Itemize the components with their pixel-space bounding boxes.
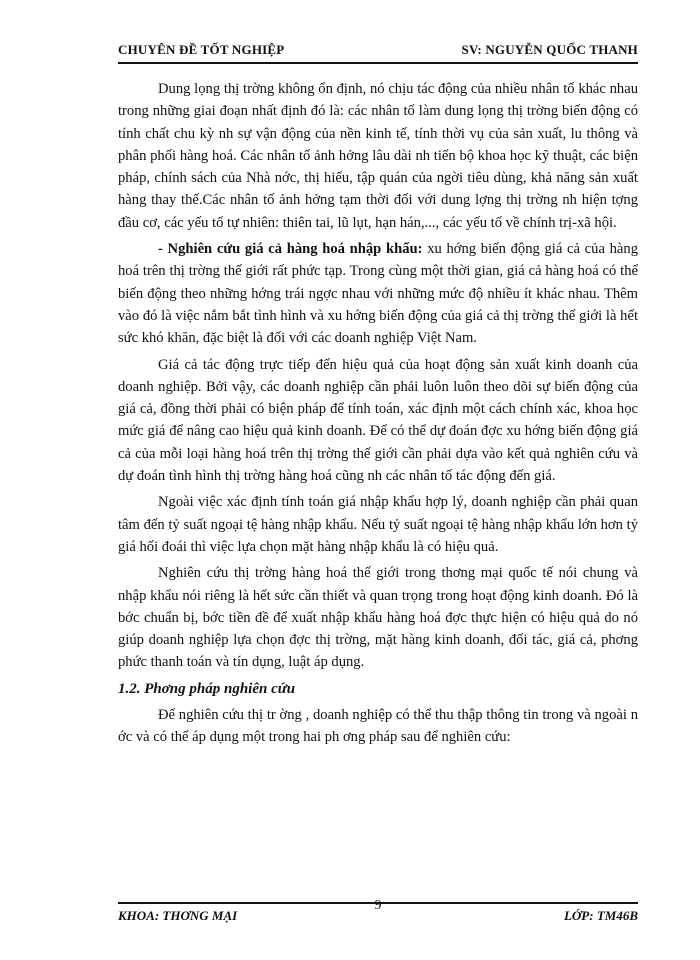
paragraph-market-research: Nghiên cứu thị trờng hàng hoá thế giới trong thơng mại quốc tế nói chung và nhập khẩu nói riêng là hết sức cần thiết và quan trọng trong hoạt động kinh doanh. Đó là bớc chuẩn bị, bớc tiền đề để xuất nhập khẩu hàng hoá đợc thực hiện có hiệu quả do nó giúp doanh nghiệp lựa chọn đợc thị trờng, mặt hàng kinh doanh, đối tác, giá cả, phơng phức thanh toán và tín dụng, luật áp dụng.: [118, 565, 638, 671]
paragraph-import-price-lead: - Nghiên cứu giá cả hàng hoá nhập khẩu:: [158, 241, 423, 258]
page-number: 9: [374, 898, 382, 913]
paragraph-import-price: [118, 238, 638, 349]
footer-faculty: KHOA: THƠNG MẠI: [118, 908, 238, 923]
paragraph-methods: Để nghiên cứu thị tr ờng , doanh nghiệp có thể thu thập thông tin trong và ngoài n ớc và có thể áp dụng một trong hai ph ơng pháp sau để nghiên cứu:: [118, 707, 638, 746]
paragraph-price-impact: Giá cả tác động trực tiếp đến hiệu quả của hoạt động sản xuất kinh doanh của doanh nghiệp. Bởi vậy, các doanh nghiệp cần phải luôn luôn theo dõi sự biến động của giá cả, đồng thời phải có biện pháp để tính toán, xác định một cách chính xác, khoa học mức giá để nâng cao hiệu quả kinh doanh. Để có thể dự đoán đợc xu hớng biến động giá cả của mỗi loại hàng hoá trên thị trờng thế giới cần phải dựa vào kết quả nghiên cứu và dự đoán tình hình thị trờng hàng hoá cũng nh các nhân tố tác động đến giá.: [118, 356, 638, 485]
document-body: [118, 78, 638, 749]
page-footer: [118, 898, 638, 928]
header-author: SV: NGUYỄN QUỐC THANH: [461, 42, 638, 57]
paragraph-import-price-text: xu hớng biến động giá cả của hàng hoá trên thị trờng thế giới rất phức tạp. Trong cùng một thời gian, giá cả hàng hoá có thể biến động theo những hớng trái ngợc nhau với những mức độ nhiều ít khác nhau. Thêm vào đó là việc nắm bắt tình hình và xu hớng biến động của giá cả thị trờng thế giới là hết sức khó khăn, đặc biệt là đối với các doanh nghiệp Việt Nam.: [118, 241, 638, 347]
section-heading: 1.2. Phơng pháp nghiên cứu: [118, 680, 296, 697]
page-header: [118, 40, 638, 64]
paragraph-exchange-rate: Ngoài việc xác định tính toán giá nhập khẩu hợp lý, doanh nghiệp cần phải quan tâm đến tỷ suất ngoại tệ hàng nhập khẩu. Nếu tỷ suất ngoại tệ hàng nhập khẩu lớn hơn tỷ giá hối đoái thì việc lựa chọn mặt hàng nhập khẩu là có hiệu quả.: [118, 494, 638, 555]
footer-class: LỚP: TM46B: [563, 908, 638, 923]
paragraph-market-capacity: Dung lọng thị trờng không ổn định, nó chịu tác động của nhiều nhân tố khác nhau trong những giai đoạn nhất định đó là: các nhân tố làm dung lọng thị trờng biến động có tính chất chu kỳ nh sự vận động của nền kinh tế, tính thời vụ của sản xuất, lu thông và phân phối hàng hoá. Các nhân tố ảnh hởng lâu dài nh tiến bộ khoa học kỹ thuật, các biện pháp, chính sách của Nhà nớc, thị hiếu, tập quán của ngời tiêu dùng, khả năng sản xuất hàng thay thế.Các nhân tố ảnh hởng tạm thời đối với dung lợng thị trờng nh hiện tợng đầu cơ, các yếu tố tự nhiên: thiên tai, lũ lụt, hạn hán,..., các yếu tố về chính trị-xã hội.: [118, 81, 638, 231]
header-title: CHUYÊN ĐỀ TỐT NGHIỆP: [118, 42, 285, 57]
